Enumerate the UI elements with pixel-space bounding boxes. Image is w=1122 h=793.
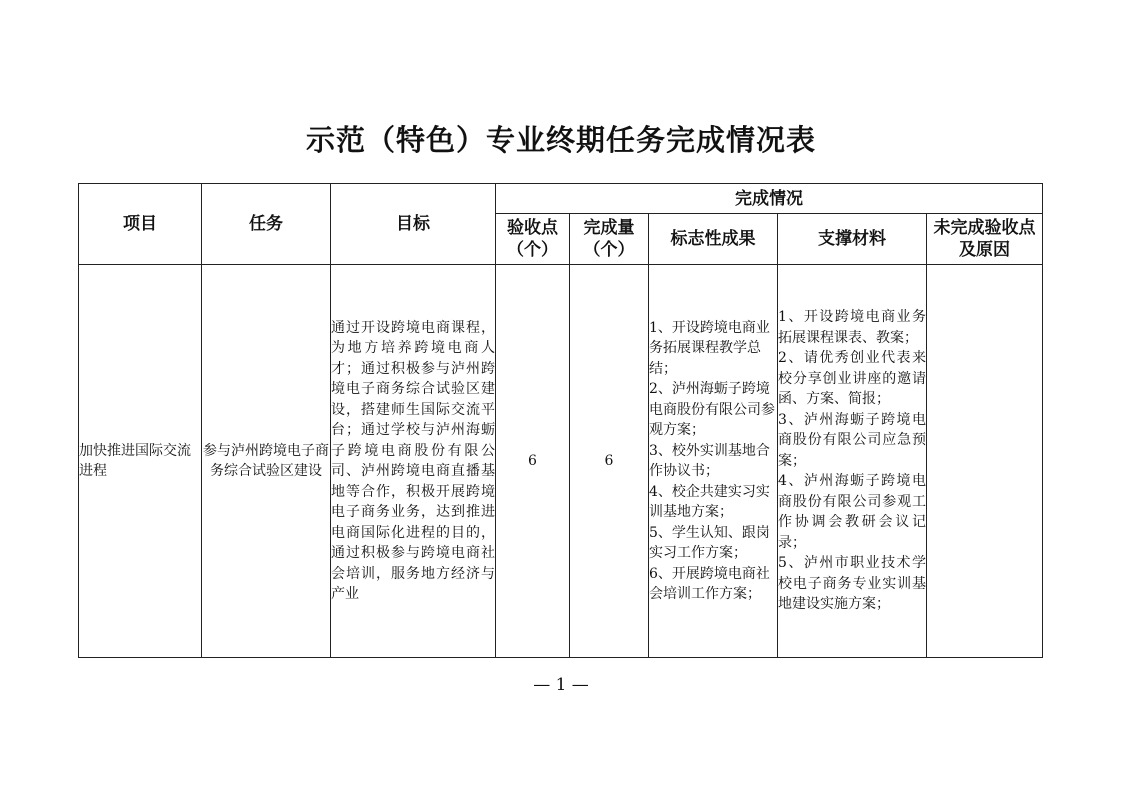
material-item: 5、泸州市职业技术学校电子商务专业实训基地建设实施方案； (778, 555, 926, 613)
header-completion-group: 完成情况 (496, 184, 1043, 214)
cell-goal: 通过开设跨境电商课程，为地方培养跨境电商人才；通过积极参与泸州跨境电子商务综合试验区建设，搭建师生国际交流平台；通过学校与泸州海蛎子跨境电商股份有限公司、泸州跨境电商直播基地等合作，积极开展跨境电子商务业务，达到推进电商国际化进程的目的，通过积极参与跨境电商社会培训，服务地方经济与产业 (331, 265, 496, 658)
result-item: 4、校企共建实习实训基地方案； (649, 483, 770, 520)
material-item: 4、泸州海蛎子跨境电商股份有限公司参观工作协调会教研会议记录； (778, 473, 926, 551)
header-checkpoints: 验收点（个） (496, 214, 570, 265)
result-item: 1、开设跨境电商业务拓展课程教学总结； (649, 319, 770, 377)
header-incomplete: 未完成验收点及原因 (927, 214, 1043, 265)
page-number: — 1 — (533, 675, 589, 695)
header-project: 项目 (79, 184, 202, 265)
header-task: 任务 (202, 184, 331, 265)
header-goal: 目标 (331, 184, 496, 265)
cell-results (649, 265, 778, 658)
header-results: 标志性成果 (649, 214, 778, 265)
cell-task: 参与泸州跨境电子商务综合试验区建设 (202, 265, 331, 658)
cell-completed: 6 (570, 265, 649, 658)
header-completed: 完成量（个） (570, 214, 649, 265)
result-item: 3、校外实训基地合作协议书； (649, 442, 770, 479)
result-item: 5、学生认知、跟岗实习工作方案； (649, 524, 770, 561)
material-item: 3、泸州海蛎子跨境电商股份有限公司应急预案； (778, 411, 926, 469)
material-item: 1、开设跨境电商业务拓展课程课表、教案； (778, 309, 926, 346)
task-completion-table (78, 183, 1043, 658)
result-item: 6、开展跨境电商社会培训工作方案； (649, 565, 770, 602)
header-materials: 支撑材料 (778, 214, 927, 265)
cell-materials (778, 265, 927, 658)
page-title: 示范（特色）专业终期任务完成情况表 (305, 123, 816, 157)
cell-checkpoints: 6 (496, 265, 570, 658)
table-row (79, 265, 1043, 658)
cell-incomplete (927, 265, 1043, 658)
material-item: 2、请优秀创业代表来校分享创业讲座的邀请函、方案、简报； (778, 350, 926, 408)
result-item: 2、泸州海蛎子跨境电商股份有限公司参观方案； (649, 381, 775, 438)
cell-project: 加快推进国际交流进程 (79, 265, 202, 658)
